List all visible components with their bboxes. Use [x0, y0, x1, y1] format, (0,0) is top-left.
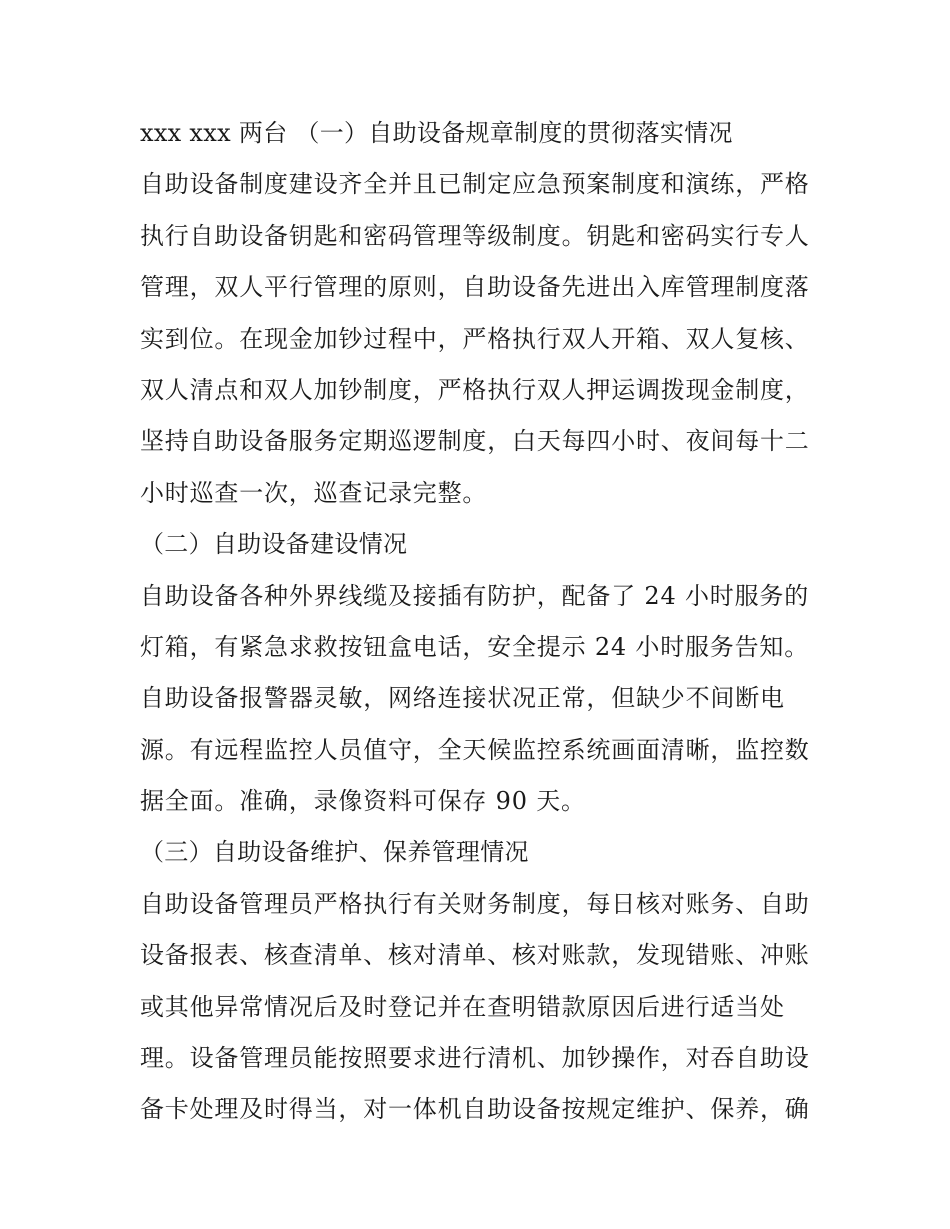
section-2-heading: （二）自助设备建设情况	[140, 530, 408, 559]
paragraph-line: 或其他异常情况后及时登记并在查明错款原因后进行适当处	[140, 992, 785, 1021]
paragraph-line: 自助设备管理员严格执行有关财务制度，每日核对账务、自助	[140, 889, 810, 918]
paragraph-line: 管理，双人平行管理的原则，自助设备先进出入库管理制度落	[140, 273, 810, 302]
document-body	[140, 108, 820, 1136]
paragraph-line: 设备报表、核查清单、核对清单、核对账款，发现错账、冲账	[140, 941, 810, 970]
section-3-heading: （三）自助设备维护、保养管理情况	[140, 838, 529, 867]
paragraph-line: 自助设备报警器灵敏，网络连接状况正常，但缺少不间断电	[140, 684, 785, 713]
paragraph-line: 备卡处理及时得当，对一体机自助设备按规定维护、保养，确	[140, 1095, 810, 1124]
paragraph-line: 理。设备管理员能按照要求进行清机、加钞操作，对吞自助设	[140, 1044, 810, 1073]
section-1-heading: xxx xxx 两台 （一）自助设备规章制度的贯彻落实情况	[140, 119, 733, 147]
paragraph-line: 灯箱，有紧急求救按钮盒电话，安全提示 24 小时服务告知。	[140, 632, 809, 661]
paragraph-line: 实到位。在现金加钞过程中，严格执行双人开箱、双人复核、	[140, 324, 810, 353]
paragraph-line: 双人清点和双人加钞制度，严格执行双人押运调拨现金制度，	[140, 375, 810, 404]
paragraph-line: 源。有远程监控人员值守，全天候监控系统画面清晰，监控数	[140, 735, 810, 764]
paragraph-line: 坚持自助设备服务定期巡逻制度，白天每四小时、夜间每十二	[140, 427, 810, 456]
paragraph-line: 执行自助设备钥匙和密码管理等级制度。钥匙和密码实行专人	[140, 221, 810, 250]
paragraph-line: 自助设备制度建设齐全并且已制定应急预案制度和演练，严格	[140, 170, 810, 199]
paragraph-line: 据全面。准确，录像资料可保存 90 天。	[140, 787, 586, 816]
paragraph-line: 自助设备各种外界线缆及接插有防护，配备了 24 小时服务的	[140, 581, 809, 610]
paragraph-line: 小时巡查一次，巡查记录完整。	[140, 478, 488, 507]
